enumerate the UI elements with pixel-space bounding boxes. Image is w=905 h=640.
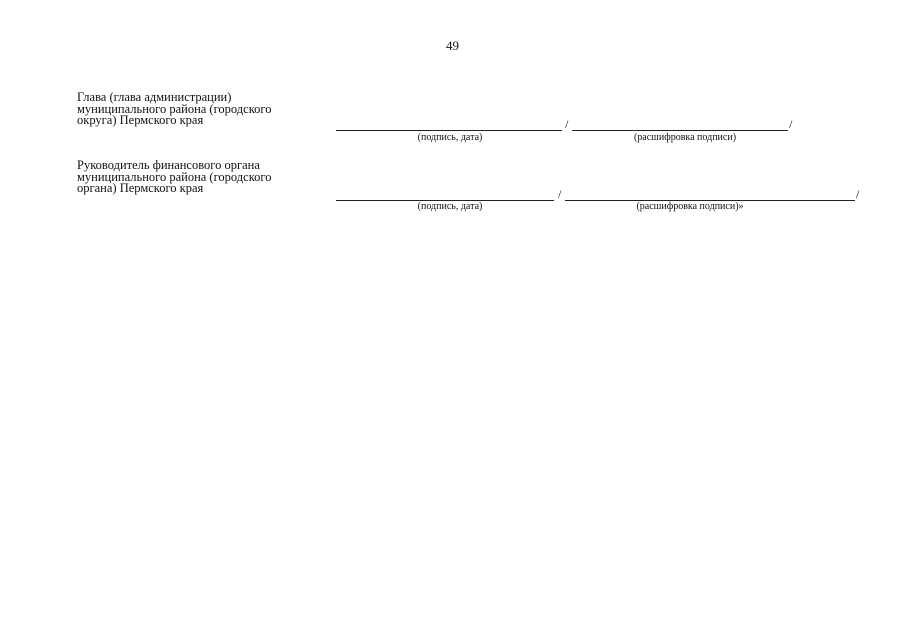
signature-decode-caption: (расшифровка подписи) <box>633 132 737 143</box>
signature-date-line <box>336 130 562 131</box>
label-line: органа) Пермского края <box>77 181 204 195</box>
signature-date-caption: (подпись, дата) <box>417 132 483 143</box>
slash-separator: / <box>558 187 562 201</box>
page-number: 49 <box>446 38 459 53</box>
signature-decode-caption: (расшифровка подписи)» <box>636 201 744 212</box>
financial-body-head-label <box>77 160 337 195</box>
label-line: Глава (глава администрации) <box>77 90 232 104</box>
head-of-administration-label <box>77 92 337 127</box>
label-line: Руководитель финансового органа <box>77 158 260 172</box>
signature-decode-line <box>572 130 788 131</box>
label-line: муниципального района (городского <box>77 101 272 116</box>
signature-date-caption: (подпись, дата) <box>417 201 483 212</box>
slash-separator: / <box>565 117 569 131</box>
label-line: округа) Пермского края <box>77 113 204 127</box>
label-line: муниципального района (городского <box>77 169 272 184</box>
slash-separator: / <box>856 187 860 201</box>
slash-separator: / <box>789 117 793 131</box>
